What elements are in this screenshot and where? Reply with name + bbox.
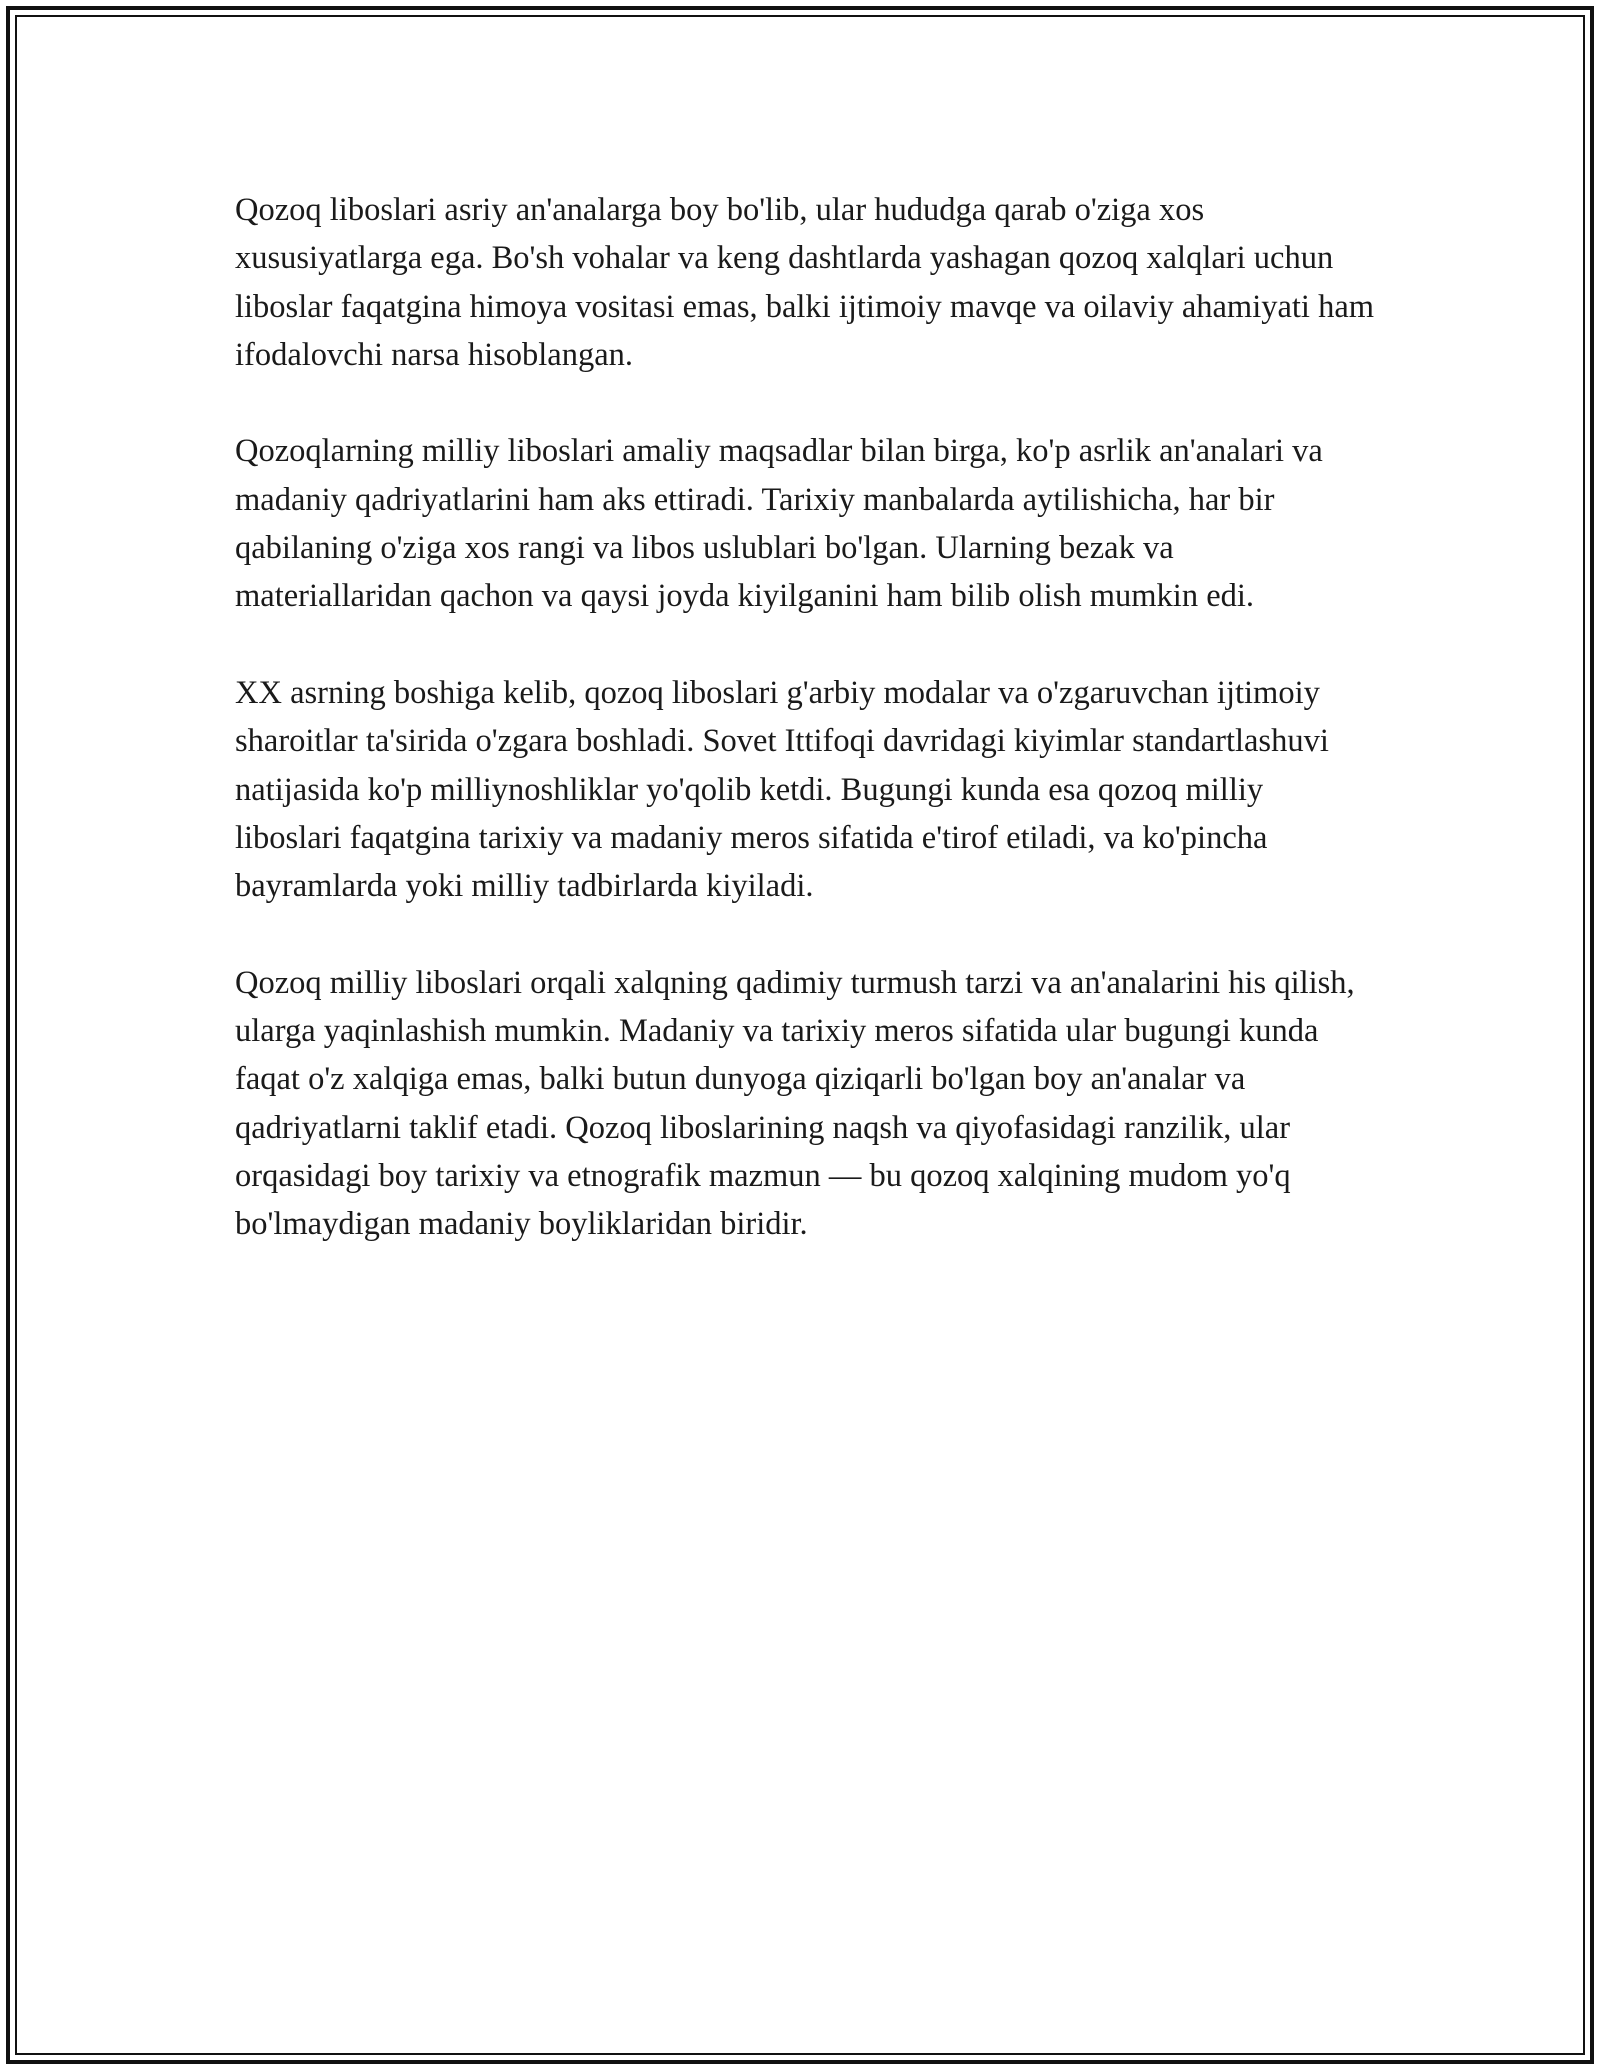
paragraph-4: Qozoq milliy liboslari orqali xalqning qadimiy turmush tarzi va an'analarini his qilish, ularga yaqinlashish mumkin. Madaniy va tarixiy meros sifatida ular bugungi kunda faqat o'z xalqiga emas, balki butun dunyoga qiziqarli bo'lgan boy an'analar va qadriyatlarni taklif etadi. Qozoq liboslarining naqsh va qiyofasidagi ranzilik, ular orqasidagi boy tarixiy va etnografik mazmun — bu qozoq xalqining mudom yo'q bo'lmaydigan madaniy boyliklaridan biridir. (235, 964, 1355, 1243)
paragraph-2: Qozoqlarning milliy liboslari amaliy maqsadlar bilan birga, ko'p asrlik an'analari va madaniy qadriyatlarini ham aks ettiradi. Tarixiy manbalarda aytilishicha, har bir qabilaning o'ziga xos rangi va libos uslublari bo'lgan. Ularning bezak va materiallaridan qachon va qaysi joyda kiyilganini ham bilib olish mumkin edi. (235, 433, 1323, 615)
document-body (235, 186, 1375, 1297)
paragraph-3: XX asrning boshiga kelib, qozoq liboslari g'arbiy modalar va o'zgaruvchan ijtimoiy sharoitlar ta'sirida o'zgara boshladi. Sovet Ittifoqi davridagi kiyimlar standartlashuvi natijasida ko'p milliynoshliklar yo'qolib ketdi. Bugungi kunda esa qozoq milliy liboslari faqatgina tarixiy va madaniy meros sifatida e'tirof etiladi, va ko'pincha bayramlarda yoki milliy tadbirlarda kiyiladi. (235, 674, 1329, 905)
paragraph-1: Qozoq liboslari asriy an'analarga boy bo'lib, ular hududga qarab o'ziga xos xususiyatlarga ega. Bo'sh vohalar va keng dashtlarda yashagan qozoq xalqlari uchun liboslar faqatgina himoya vositasi emas, balki ijtimoiy mavqe va oilaviy ahamiyati ham ifodalovchi narsa hisoblangan. (235, 192, 1375, 373)
